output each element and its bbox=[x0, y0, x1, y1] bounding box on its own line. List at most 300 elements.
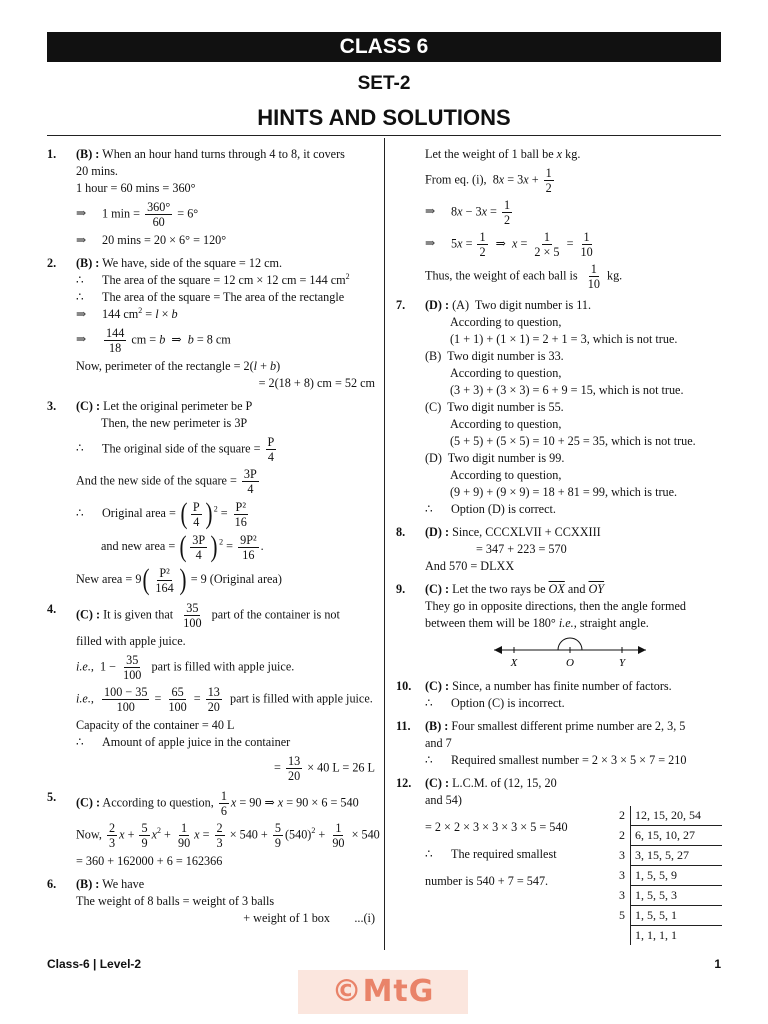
fraction-denominator: 60 bbox=[152, 215, 165, 229]
fraction-numerator: 2 bbox=[216, 821, 223, 835]
line-content bbox=[425, 735, 722, 752]
text-run: x bbox=[151, 827, 157, 842]
question-line bbox=[396, 297, 722, 314]
text-run: b bbox=[171, 307, 178, 321]
line-content bbox=[425, 230, 722, 259]
text-run: ) bbox=[276, 359, 281, 373]
solution-line bbox=[396, 230, 722, 259]
fraction-denominator: 100 bbox=[116, 700, 135, 714]
text-run: The area of the square = 12 cm × 12 cm = 144 cm bbox=[102, 273, 346, 287]
line-content bbox=[76, 200, 375, 229]
fraction-denominator: 90 bbox=[332, 836, 345, 850]
fraction bbox=[206, 685, 222, 714]
question-number: 11. bbox=[396, 719, 411, 733]
solution-line bbox=[47, 289, 375, 306]
text-run: And 570 = DLXX bbox=[425, 559, 515, 573]
fraction bbox=[107, 821, 117, 850]
line-content bbox=[76, 272, 375, 289]
text-run: filled with apple juice. bbox=[76, 634, 186, 648]
fraction bbox=[176, 821, 192, 850]
text-run: 20 mins = 20 × 6° = 120° bbox=[102, 233, 227, 247]
line-content bbox=[76, 565, 375, 595]
text-run: Let the original perimeter be P bbox=[100, 399, 253, 413]
fraction bbox=[242, 467, 259, 496]
solution-line bbox=[396, 484, 722, 501]
fraction-numerator: 144 bbox=[106, 326, 125, 340]
line-content bbox=[425, 262, 722, 291]
fraction-denominator: 90 bbox=[177, 836, 191, 850]
text-run: (B) : bbox=[425, 719, 449, 733]
solution-line bbox=[396, 314, 722, 331]
question-line bbox=[47, 255, 375, 272]
fraction-numerator: 1 bbox=[590, 262, 597, 276]
text-run: l bbox=[253, 359, 258, 373]
text-run: part is filled with apple juice. bbox=[145, 659, 295, 674]
question-line bbox=[47, 789, 375, 818]
text-run: (D) : bbox=[425, 525, 450, 539]
math-symbol: ⇒ bbox=[76, 332, 87, 347]
text-run: . bbox=[260, 538, 264, 553]
text-run: = bbox=[462, 236, 476, 251]
text-run: Four smallest different prime number are 2, 3, 5 bbox=[448, 719, 686, 733]
fraction bbox=[532, 230, 561, 259]
fraction-denominator: 9 bbox=[274, 836, 281, 850]
text-run: ⇒ bbox=[165, 332, 188, 347]
text-run: i.e., bbox=[558, 616, 577, 630]
solution-line bbox=[396, 365, 722, 382]
text-run: Since, CCCXLVII + CCXXIII bbox=[449, 525, 601, 539]
text-run: (B) : bbox=[76, 147, 100, 161]
line-content bbox=[76, 398, 375, 415]
text-run: = bbox=[223, 538, 237, 553]
question-number: 5. bbox=[47, 790, 57, 804]
fraction-numerator: 3P bbox=[192, 532, 206, 547]
fraction-denominator: 2 bbox=[503, 213, 511, 227]
text-run: (540) bbox=[284, 827, 312, 842]
solution-line bbox=[47, 435, 375, 464]
line-content bbox=[425, 399, 722, 416]
fraction bbox=[104, 326, 126, 355]
line-content bbox=[425, 450, 722, 467]
line-content bbox=[76, 289, 375, 306]
line-content bbox=[76, 180, 375, 197]
line-content bbox=[425, 678, 722, 695]
line-content bbox=[101, 415, 375, 432]
solution-line bbox=[396, 615, 722, 632]
text-run: The weight of 8 balls = weight of 3 balls bbox=[76, 894, 275, 908]
text-run: = 2 × 2 × 3 × 3 × 3 × 5 = 540 bbox=[425, 820, 568, 834]
text-run: L.C.M. of (12, 15, 20 bbox=[449, 776, 557, 790]
fraction-numerator: P² bbox=[235, 499, 246, 514]
line-content bbox=[425, 198, 722, 227]
line-content bbox=[76, 717, 375, 734]
text-run: b bbox=[159, 332, 166, 347]
text-run: Option (C) is incorrect. bbox=[451, 696, 565, 710]
text-run: and new area = bbox=[101, 538, 179, 553]
solution-line bbox=[396, 735, 722, 752]
solution-line bbox=[47, 415, 375, 432]
fraction bbox=[477, 230, 487, 259]
line-content bbox=[425, 615, 722, 632]
line-content bbox=[76, 853, 375, 870]
text-run: x bbox=[194, 827, 200, 842]
text-run: 1 − bbox=[93, 659, 120, 674]
lcm-row bbox=[614, 906, 722, 926]
text-run: New area = 9 bbox=[76, 571, 142, 586]
text-run: kg. bbox=[603, 268, 623, 283]
fraction-numerator: 1 bbox=[181, 821, 188, 835]
fraction bbox=[266, 435, 277, 464]
text-run: We have, side of the square = 12 cm. bbox=[99, 256, 283, 270]
text-run: straight angle. bbox=[576, 616, 649, 630]
text-run: = 6° bbox=[174, 206, 199, 221]
ray-figure bbox=[486, 632, 656, 672]
fraction-denominator: 100 bbox=[183, 616, 202, 630]
solution-line bbox=[47, 232, 375, 249]
text-run: + bbox=[528, 172, 542, 187]
fraction bbox=[121, 653, 143, 682]
text-run: According to question, bbox=[450, 366, 562, 380]
large-bracket: ) bbox=[205, 497, 213, 530]
fraction bbox=[219, 789, 229, 818]
text-run: x bbox=[230, 795, 237, 810]
text-run: b bbox=[270, 359, 277, 373]
fraction bbox=[579, 230, 595, 259]
solution-line bbox=[47, 200, 375, 229]
text-run: (9 + 9) + (9 × 9) = 18 + 81 = 99, which is true. bbox=[450, 485, 678, 499]
text-run: According to question, bbox=[450, 417, 562, 431]
text-run: Amount of apple juice in the container bbox=[102, 735, 291, 749]
math-symbol: ∴ bbox=[425, 502, 433, 516]
lcm-row bbox=[614, 866, 722, 886]
solution-line bbox=[396, 541, 722, 558]
lcm-divisor: 3 bbox=[614, 846, 631, 866]
solution-line bbox=[47, 375, 375, 392]
fraction bbox=[190, 533, 207, 562]
text-run: (B) Two digit number is 33. bbox=[425, 349, 564, 363]
line-content bbox=[425, 297, 722, 314]
point-label: X bbox=[510, 657, 518, 669]
solution-line bbox=[396, 166, 722, 195]
text-run: Now, bbox=[76, 827, 105, 842]
lcm-quotients: 1, 1, 1, 1 bbox=[635, 928, 677, 942]
math-symbol: ∴ bbox=[76, 441, 84, 456]
large-bracket: ) bbox=[179, 563, 187, 596]
text-run: It is given that bbox=[100, 607, 180, 622]
large-bracket: ( bbox=[179, 530, 187, 563]
line-content bbox=[425, 166, 722, 195]
line-content bbox=[76, 163, 375, 180]
text-run: = bbox=[517, 236, 531, 251]
text-run: From eq. (i), 8 bbox=[425, 172, 499, 187]
text-run: × bbox=[158, 307, 172, 321]
solution-line bbox=[47, 734, 375, 751]
text-run: x bbox=[481, 204, 487, 219]
fraction-denominator: 10 bbox=[580, 245, 593, 259]
line-content bbox=[76, 375, 375, 392]
line-content bbox=[425, 348, 722, 365]
fraction-numerator: 5 bbox=[274, 821, 281, 835]
solution-line bbox=[47, 754, 375, 783]
question-number: 1. bbox=[47, 147, 57, 161]
text-run: 144 cm bbox=[102, 307, 139, 321]
text-run: = 9 (Original area) bbox=[187, 571, 282, 586]
fraction bbox=[153, 566, 175, 595]
text-run: (C) : bbox=[76, 795, 101, 810]
fraction-denominator: 100 bbox=[123, 668, 142, 682]
solution-line bbox=[396, 695, 722, 712]
lcm-quotients: 1, 5, 5, 3 bbox=[631, 886, 723, 906]
solution-line bbox=[396, 416, 722, 433]
math-symbol: ⇒ bbox=[76, 233, 87, 247]
solution-line bbox=[47, 163, 375, 180]
lcm-divisor: 3 bbox=[614, 886, 631, 906]
solution-line bbox=[396, 467, 722, 484]
class-title-banner bbox=[47, 32, 721, 62]
fraction-numerator: 3P bbox=[243, 467, 257, 481]
solution-line bbox=[47, 910, 375, 927]
solution-line bbox=[396, 146, 722, 163]
solution-line bbox=[47, 685, 375, 714]
text-run: 20 mins. bbox=[76, 164, 118, 178]
page-heading: HINTS AND SOLUTIONS bbox=[257, 105, 511, 130]
line-content bbox=[76, 734, 375, 751]
math-symbol: ⇒ bbox=[425, 204, 436, 219]
text-run: Since, a number has finite number of factors. bbox=[449, 679, 672, 693]
fraction bbox=[233, 500, 249, 529]
fraction-numerator: 35 bbox=[126, 653, 139, 667]
lcm-quotients: 1, 5, 5, 1 bbox=[631, 906, 723, 926]
line-content bbox=[76, 601, 375, 630]
text-run: = bbox=[217, 505, 231, 520]
solution-line bbox=[47, 853, 375, 870]
straight-angle-diagram bbox=[396, 632, 722, 672]
text-run: = 2(18 + 8) cm = 52 cm bbox=[258, 376, 375, 390]
fraction-numerator: 1 bbox=[583, 230, 590, 244]
solution-line bbox=[47, 499, 375, 529]
text-run: + bbox=[124, 827, 138, 842]
math-symbol: ⇒ bbox=[425, 236, 436, 251]
line-content bbox=[76, 467, 375, 496]
text-run: = bbox=[563, 236, 577, 251]
text-run: x bbox=[119, 827, 125, 842]
fraction-numerator: 360° bbox=[147, 200, 171, 214]
question-line bbox=[396, 718, 722, 735]
text-run: (B) : bbox=[76, 877, 100, 891]
math-symbol: ∴ bbox=[76, 505, 84, 520]
solution-line bbox=[47, 717, 375, 734]
line-content bbox=[450, 382, 722, 399]
solution-line bbox=[396, 450, 722, 467]
text-run: (C) : bbox=[425, 776, 450, 790]
fraction-denominator: 3 bbox=[216, 836, 223, 850]
lcm-division-table bbox=[614, 806, 722, 945]
line-content bbox=[425, 598, 722, 615]
solution-line bbox=[396, 501, 722, 518]
line-content bbox=[101, 532, 375, 562]
text-run: x bbox=[457, 204, 463, 219]
solution-line bbox=[396, 399, 722, 416]
math-symbol: ∴ bbox=[76, 290, 84, 304]
text-run: (B) : bbox=[76, 256, 100, 270]
question-number: 2. bbox=[47, 256, 57, 270]
solution-line bbox=[47, 565, 375, 595]
text-run: cm = bbox=[128, 332, 160, 347]
lcm-row bbox=[614, 806, 722, 826]
text-run: = bbox=[142, 307, 156, 321]
line-content bbox=[425, 146, 722, 163]
text-run: between them will be 180° bbox=[425, 616, 559, 630]
line-content bbox=[76, 633, 375, 650]
fraction-numerator: 9P² bbox=[240, 532, 257, 547]
lcm-divisor: 3 bbox=[614, 866, 631, 886]
text-run: + bbox=[315, 827, 329, 842]
right-column bbox=[396, 146, 722, 890]
text-run: 1 hour = 60 mins = 360° bbox=[76, 181, 196, 195]
solution-line bbox=[47, 358, 375, 375]
fraction-denominator: 3 bbox=[109, 836, 116, 850]
lcm-quotients: 3, 15, 5, 27 bbox=[631, 846, 723, 866]
fraction bbox=[215, 821, 225, 850]
text-run: Original area = bbox=[102, 505, 179, 520]
superscript: 2 bbox=[138, 305, 143, 315]
line-content bbox=[425, 752, 722, 769]
text-run: l bbox=[155, 307, 159, 321]
text-run: i.e., bbox=[76, 691, 94, 706]
question-line bbox=[396, 775, 722, 792]
watermark-text: ©MtG bbox=[331, 974, 435, 1009]
text-run: = bbox=[199, 827, 213, 842]
text-run: (1 + 1) + (1 × 1) = 2 + 1 = 3, which is not true. bbox=[450, 332, 678, 346]
lcm-row bbox=[614, 826, 722, 846]
point-label: Y bbox=[618, 657, 626, 669]
text-run: Now, perimeter of the rectangle = 2( bbox=[76, 359, 254, 373]
line-content bbox=[425, 524, 722, 541]
fraction-numerator: 5 bbox=[141, 821, 148, 835]
superscript: 2 bbox=[219, 537, 224, 547]
solution-line bbox=[396, 198, 722, 227]
line-content bbox=[76, 232, 375, 249]
fraction-denominator: 6 bbox=[220, 804, 227, 818]
text-run: x bbox=[457, 236, 463, 251]
fraction-denominator: 4 bbox=[247, 482, 254, 496]
line-content bbox=[450, 365, 722, 382]
line-content bbox=[76, 435, 375, 464]
text-run: i.e., bbox=[76, 659, 94, 674]
math-symbol: ∴ bbox=[425, 753, 433, 767]
solution-line bbox=[47, 467, 375, 496]
fraction bbox=[238, 533, 259, 562]
fraction-numerator: 2 bbox=[109, 821, 116, 835]
text-run: The area of the square = The area of the rectangle bbox=[102, 290, 345, 304]
text-run: = 90 × 6 = 540 bbox=[283, 795, 359, 810]
fraction bbox=[586, 262, 602, 291]
fraction-denominator: 16 bbox=[234, 514, 247, 529]
point-label: O bbox=[566, 657, 574, 669]
superscript: 2 bbox=[345, 271, 350, 281]
solution-line bbox=[396, 382, 722, 399]
text-run: x bbox=[523, 172, 529, 187]
text-run: 5 bbox=[451, 236, 458, 251]
text-run: b bbox=[187, 332, 194, 347]
large-bracket: ( bbox=[180, 497, 188, 530]
text-run: The original side of the square = bbox=[102, 441, 264, 456]
math-symbol: ∴ bbox=[76, 735, 84, 749]
superscript: 2 bbox=[311, 826, 316, 836]
fraction-denominator: 4 bbox=[195, 547, 202, 562]
math-symbol: ⇒ bbox=[76, 206, 87, 221]
solution-line bbox=[396, 752, 722, 769]
fraction bbox=[139, 821, 149, 850]
solution-line bbox=[47, 180, 375, 197]
line-content bbox=[76, 685, 375, 714]
text-run: They go in opposite directions, then the angle formed bbox=[425, 599, 686, 613]
fraction-numerator: P² bbox=[159, 565, 170, 580]
text-run: part of the container is not bbox=[205, 607, 340, 622]
fraction-numerator: 65 bbox=[171, 685, 184, 699]
question-number: 10. bbox=[396, 679, 412, 693]
fraction bbox=[544, 166, 554, 195]
solution-line bbox=[47, 306, 375, 323]
fraction-numerator: 13 bbox=[207, 685, 220, 699]
text-run: According to question, bbox=[450, 315, 562, 329]
solution-line bbox=[47, 821, 380, 850]
text-run: (C) Two digit number is 55. bbox=[425, 400, 564, 414]
solution-line bbox=[396, 433, 722, 450]
line-content bbox=[425, 695, 722, 712]
text-run: + weight of 1 box ...(i) bbox=[243, 911, 375, 925]
superscript: 2 bbox=[213, 504, 218, 514]
fraction-denominator: 20 bbox=[207, 700, 220, 714]
fraction bbox=[102, 685, 149, 714]
line-content bbox=[425, 581, 722, 598]
text-run: x bbox=[511, 236, 518, 251]
fraction-denominator: 20 bbox=[287, 769, 301, 783]
lcm-row bbox=[614, 886, 722, 906]
text-run: 1 min = bbox=[102, 206, 144, 221]
text-run: And the new side of the square = bbox=[76, 473, 240, 488]
solution-line bbox=[396, 598, 722, 615]
text-run: part is filled with apple juice. bbox=[223, 691, 373, 706]
text-run: and 7 bbox=[425, 736, 452, 750]
text-run: (C) : bbox=[425, 582, 450, 596]
mtg-watermark-logo bbox=[298, 970, 468, 1014]
heading-rule bbox=[47, 135, 721, 136]
line-content bbox=[76, 789, 375, 818]
text-run: (C) : bbox=[76, 607, 101, 622]
text-run: Required smallest number = 2 × 3 × 5 × 7 = 210 bbox=[451, 753, 687, 767]
fraction-denominator: 16 bbox=[242, 547, 255, 562]
question-number: 8. bbox=[396, 525, 406, 539]
text-run: and 54) bbox=[425, 793, 462, 807]
fraction-numerator: P bbox=[192, 499, 200, 514]
text-run: (C) : bbox=[76, 399, 101, 413]
text-run: = bbox=[274, 760, 284, 775]
text-run: (D) Two digit number is 99. bbox=[425, 451, 565, 465]
lcm-quotients: 1, 5, 5, 9 bbox=[631, 866, 723, 886]
text-run: According to question, bbox=[100, 795, 217, 810]
lcm-divisor bbox=[614, 926, 631, 946]
line-content bbox=[425, 775, 722, 792]
page-number: 1 bbox=[714, 957, 721, 971]
solution-line bbox=[47, 532, 375, 562]
superscript: 2 bbox=[157, 826, 161, 836]
line-content bbox=[450, 314, 722, 331]
line-content bbox=[476, 541, 722, 558]
large-bracket: ( bbox=[142, 563, 150, 596]
question-line bbox=[47, 398, 375, 415]
lcm-quotients: 6, 15, 10, 27 bbox=[631, 826, 723, 846]
